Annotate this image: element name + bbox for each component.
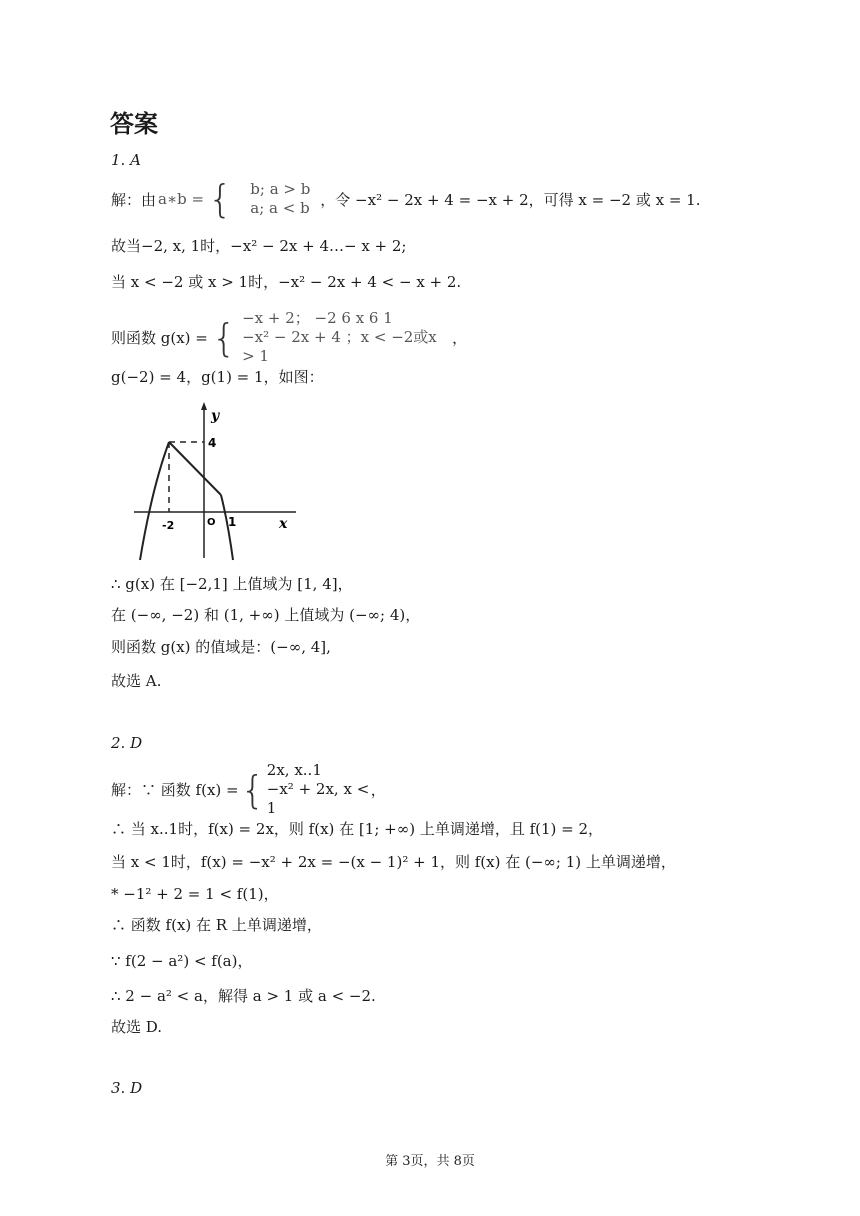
q2-line1-case2: −x² + 2x, x < 1 [266, 780, 370, 817]
tick-label-neg2: -2 [162, 519, 175, 532]
q1-line1-suffix: ，令 −x² − 2x + 4 = −x + 2，可得 x = −2 或 x = 1. [320, 190, 701, 209]
q2-line1-brace: { [240, 767, 265, 812]
q2-line6: ∵ f(2 − a²) < f(a)， [111, 952, 253, 970]
q1-line4-brace: { [211, 315, 237, 360]
q2-line1-prefix: 解：∵ 函数 f(x) = [111, 781, 239, 799]
q1-line1-prefix: 解：由 [111, 190, 157, 209]
q2-number: 2. D [111, 734, 143, 752]
q2-line1-cases [267, 761, 371, 818]
q1-line7: 在 (−∞, −2) 和 (1, +∞) 上值域为 (−∞; 4)， [111, 606, 421, 624]
tick-label-4: 4 [208, 436, 217, 450]
q2-line1-case1: 2x, x..1 [266, 761, 322, 779]
q1-line3: 当 x < −2 或 x > 1时，−x² − 2x + 4 < − x + 2. [111, 273, 462, 291]
q1-line4-cases [242, 309, 452, 366]
tick-label-1: 1 [228, 515, 237, 529]
q1-line6: ∴ g(x) 在 [−2,1] 上值域为 [1, 4]， [111, 575, 353, 593]
y-axis-arrow [201, 402, 207, 410]
answers-heading: 答案 [110, 110, 158, 138]
q1-line1-case2: a; a < b [250, 199, 310, 217]
q2-piecewise-f [111, 761, 386, 818]
q1-line1-cases [250, 180, 320, 218]
q1-line8: 则函数 g(x) 的值域是：(−∞, 4], [111, 638, 331, 656]
q2-line8: 故选 D. [111, 1018, 163, 1036]
x-axis-label: x [279, 516, 288, 532]
q2-line2: ∴ 当 x..1时，f(x) = 2x，则 f(x) 在 [1; +∞) 上单调递增，且 f(1) = 2， [111, 820, 604, 838]
q1-number: 1. A [111, 151, 141, 169]
y-axis-label: y [211, 408, 220, 424]
origin-label: O [207, 517, 216, 528]
q2-line7: ∴ 2 − a² < a，解得 a > 1 或 a < −2. [111, 987, 376, 1005]
q2-line3: 当 x < 1时，f(x) = −x² + 2x = −(x − 1)² + 1，则 f(x) 在 (−∞; 1) 上单调递增， [111, 853, 676, 871]
q3-number: 3. D [111, 1079, 143, 1097]
q1-solution-line1 [111, 177, 701, 221]
q2-line4: * −1² + 2 = 1 < f(1)， [111, 885, 279, 903]
q1-line4-case1: −x + 2； −2 6 x 6 1 [242, 309, 393, 327]
q1-line1-lhs: a∗b = [158, 190, 205, 208]
q2-line5: ∴ 函数 f(x) 在 R 上单调递增， [111, 916, 322, 934]
q1-line5: g(−2) = 4，g(1) = 1，如图： [111, 368, 324, 386]
q1-line1-brace: { [208, 177, 233, 221]
q2-line1-suffix: ， [370, 781, 386, 799]
q1-piecewise-g [111, 309, 467, 366]
q1-line4-case2: −x² − 2x + 4 ；x < −2或x > 1 [242, 328, 437, 365]
page-footer: 第 3页，共 8页 [385, 1154, 475, 1169]
q1-line9: 故选 A. [111, 672, 162, 690]
q1-line4-suffix: ， [452, 329, 468, 347]
left-parabola-branch [140, 442, 169, 560]
q1-line1-case1: b; a > b [250, 180, 311, 198]
q1-line4-prefix: 则函数 g(x) = [111, 329, 208, 347]
q1-line2: 故当−2, x, 1时，−x² − 2x + 4…− x + 2; [111, 237, 407, 255]
function-graph [124, 398, 304, 563]
